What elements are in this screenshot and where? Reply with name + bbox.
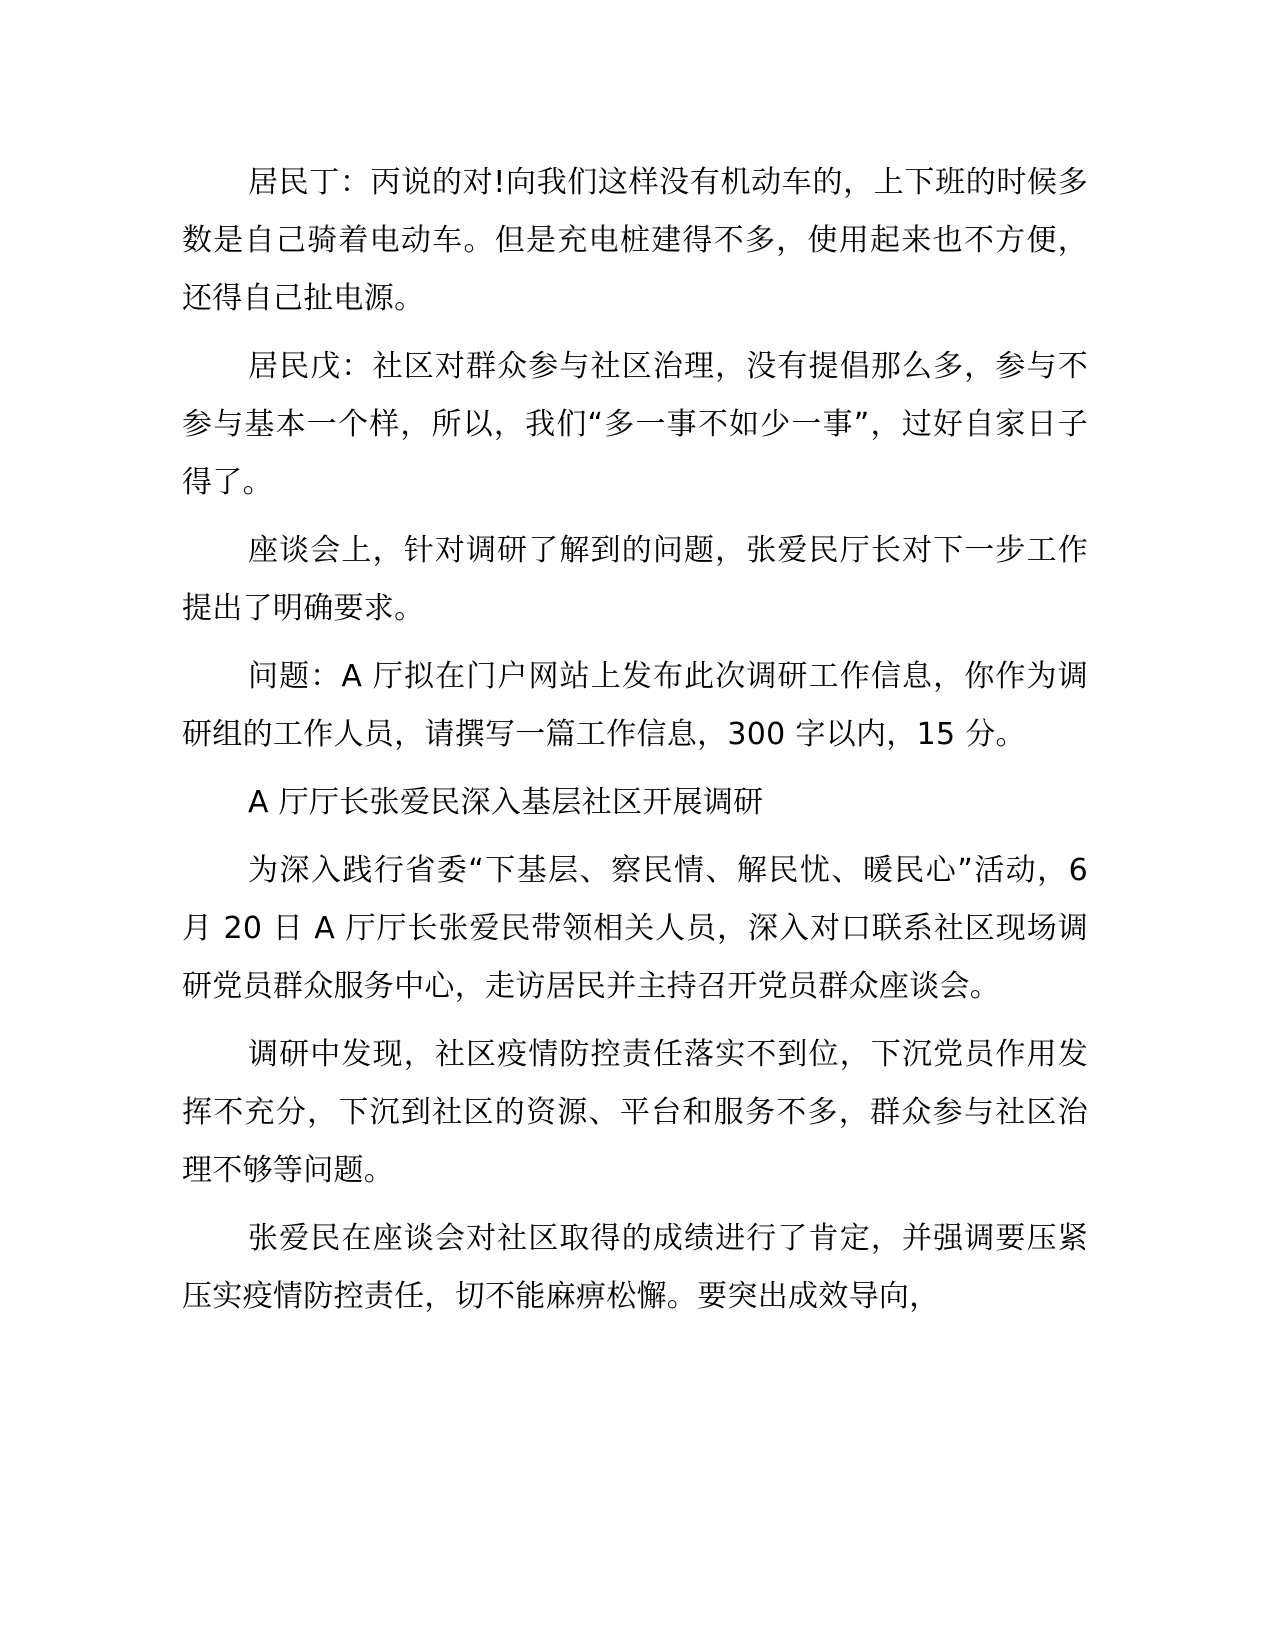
paragraph-info-title: A 厅厅长张爱民深入基层社区开展调研 [248,785,764,820]
document-body [182,154,1088,1336]
paragraph-resident-wu: 居民戊：社区对群众参与社区治理，没有提倡那么多，参与不参与基本一个样，所以，我们“多一事不如少一事”，过好自家日子得了。 [182,349,1088,500]
paragraph-resident-ding: 居民丁：丙说的对!向我们这样没有机动车的，上下班的时候多数是自己骑着电动车。但是充电桩建得不多，使用起来也不方便，还得自己扯电源。 [182,165,1088,316]
paragraph-requirements: 张爱民在座谈会对社区取得的成绩进行了肯定，并强调要压紧压实疫情防控责任，切不能麻痹松懈。要突出成效导向， [182,1221,1088,1314]
paragraph-meeting-summary: 座谈会上，针对调研了解到的问题，张爱民厅长对下一步工作提出了明确要求。 [182,533,1088,626]
paragraph-question: 问题：A 厅拟在门户网站上发布此次调研工作信息，你作为调研组的工作人员，请撰写一篇工作信息，300 字以内，15 分。 [182,659,1088,752]
paragraph-findings: 调研中发现，社区疫情防控责任落实不到位，下沉党员作用发挥不充分，下沉到社区的资源、平台和服务不多，群众参与社区治理不够等问题。 [182,1037,1088,1188]
paragraph-info-intro: 为深入践行省委“下基层、察民情、解民忧、暖民心”活动，6 月 20 日 A 厅厅长张爱民带领相关人员，深入对口联系社区现场调研党员群众服务中心，走访居民并主持召开党员群众座谈会。 [182,853,1088,1004]
